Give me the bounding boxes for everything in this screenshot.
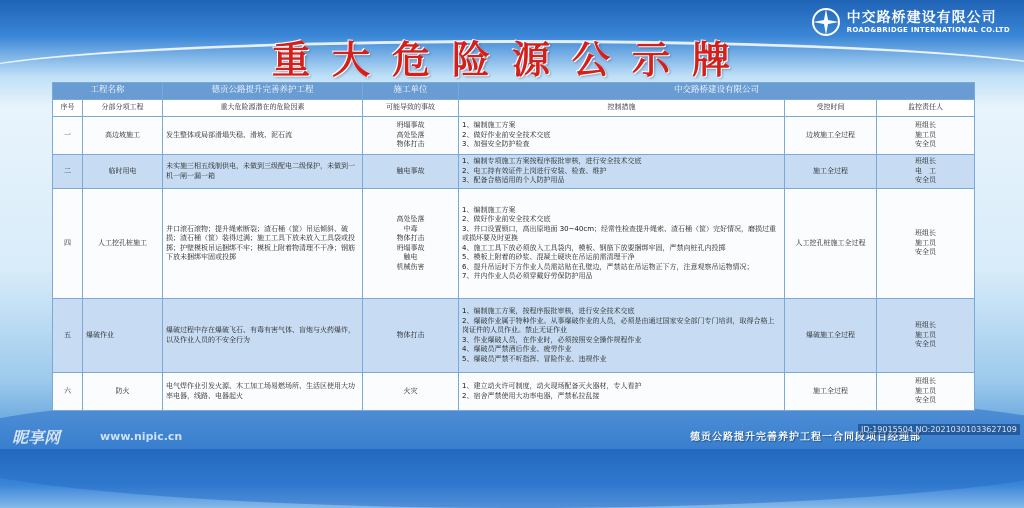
col-header: 序号 [53, 100, 83, 117]
table-row [53, 373, 975, 411]
row-measures: 1、编制施工方案 2、做好作业前安全技术交底 3、井口设置锁口，高出原地面 30~40cm；经常性检查提升绳索、渣石桶（筐）完好情况，磨损过重或损坏要及时更换 4、施工工具下放必须放入工具袋内，模板、钢筋下放要捆绑牢固，严禁向桩孔内投掷 5、模板上附着的砂浆、混凝土硬块在吊运前需清理干净 6、提升吊运时下方作业人员需站贴在孔壁边，严禁站在吊运物正下方，注意观察吊运物情况； 7、井内作业人员必须穿戴好劳保防护用品 [459, 189, 785, 299]
table-row [53, 189, 975, 299]
row-work: 人工挖孔桩施工 [83, 189, 163, 299]
col-header: 监控责任人 [877, 100, 975, 117]
hazard-table [52, 82, 975, 411]
globe-cross-icon [811, 7, 841, 37]
column-header-row [53, 100, 975, 117]
row-no: 二 [53, 155, 83, 189]
row-accidents: 火灾 [363, 373, 459, 411]
row-time: 边坡施工全过程 [785, 117, 877, 155]
row-persons: 班组长 施工员 安全员 [877, 373, 975, 411]
company-name-cn: 中交路桥建设有限公司 [846, 9, 997, 26]
project-header-row [53, 83, 975, 100]
row-accidents: 高处坠落 中毒 物体打击 坍塌事故 触电 机械伤害 [363, 189, 459, 299]
row-no: 六 [53, 373, 83, 411]
company-name-en: ROAD&BRIDGE INTERNATIONAL CO.LTD [846, 25, 1010, 34]
unit-name: 中交路桥建设有限公司 [459, 83, 975, 100]
row-accidents: 坍塌事故 高处坠落 物体打击 [363, 117, 459, 155]
row-accidents: 物体打击 [363, 299, 459, 373]
row-persons: 班组长 施工员 安全员 [877, 189, 975, 299]
project-name: 德贡公路提升完善养护工程 [163, 83, 363, 100]
row-accidents: 触电事故 [363, 155, 459, 189]
page-title: 重大危险源公示牌 [271, 38, 752, 82]
row-persons: 班组长 施工员 安全员 [877, 117, 975, 155]
company-logo [811, 7, 1010, 37]
project-label: 工程名称 [53, 83, 163, 100]
row-time: 施工全过程 [785, 373, 877, 411]
watermark-url: www.nipic.cn [100, 430, 183, 443]
row-time: 施工全过程 [785, 155, 877, 189]
row-factors: 发生整体或局部滑塌失稳、滑坡、泥石流 [163, 117, 363, 155]
row-measures: 1、编制专项施工方案按程序报批审核，进行安全技术交底 2、电工持有效证件上岗进行安装、检查、维护 3、配备合格适用的个人防护用品 [459, 155, 785, 189]
row-factors: 未实施三相五线制供电，未做到三级配电二级保护，未做到一机一闸一漏一箱 [163, 155, 363, 189]
table-row [53, 299, 975, 373]
row-factors: 电气焊作业引发火源、木工加工场易燃场所、生活区使用大功率电器，线路、电器起火 [163, 373, 363, 411]
row-time: 人工挖孔桩施工全过程 [785, 189, 877, 299]
watermark-site: 昵享网 [12, 428, 61, 447]
col-header: 控制措施 [459, 100, 785, 117]
row-work: 临时用电 [83, 155, 163, 189]
row-work: 爆破作业 [83, 299, 163, 373]
row-measures: 1、建立动火许可制度，动火现场配备灭火器材，专人看护 2、宿舍严禁使用大功率电器，严禁私拉乱接 [459, 373, 785, 411]
row-work: 防火 [83, 373, 163, 411]
row-no: 五 [53, 299, 83, 373]
col-header: 分部分项工程 [83, 100, 163, 117]
col-header: 受控时间 [785, 100, 877, 117]
row-no: 四 [53, 189, 83, 299]
watermark-id: ID:19015504 NO:20210301033627109 [858, 424, 1020, 435]
row-work: 高边坡施工 [83, 117, 163, 155]
unit-label: 施工单位 [363, 83, 459, 100]
footer-signature: 德贡公路提升完善养护工程一合同段项目经理部 [690, 432, 921, 443]
row-persons: 班组长 施工员 安全员 [877, 299, 975, 373]
row-persons: 班组长 电 工 安全员 [877, 155, 975, 189]
col-header: 可能导致的事故 [363, 100, 459, 117]
row-measures: 1、编制施工方案 2、做好作业前安全技术交底 3、加强安全防护检查 [459, 117, 785, 155]
table-row [53, 117, 975, 155]
row-time: 爆破施工全过程 [785, 299, 877, 373]
row-factors: 爆破过程中存在爆破飞石、有毒有害气体、盲炮与火药爆炸，以及作业人员的不安全行为 [163, 299, 363, 373]
col-header: 重大危险源潜在的危险因素 [163, 100, 363, 117]
table-row [53, 155, 975, 189]
row-factors: 井口滚石滚物；提升绳索断裂；渣石桶（筐）吊运倾斜、破损；渣石桶（筐）装得过满；施工工具下放未放入工具袋或投掷；护壁模板吊运捆绑不牢；模板上附着物清理不干净；钢筋下放未捆绑牢固或投掷 [163, 189, 363, 299]
row-measures: 1、编制施工方案，按程序报批审核，进行安全技术交底 2、爆破作业属于特种作业。从事爆破作业的人员，必须是由通过国家安全部门专门培训，取得合格上岗证件的人员作业。禁止无证作业 3、作业爆破人员，在作业时，必须按照安全操作规程作业 4、爆破员严禁酒后作业、疲劳作业 5、爆破员严禁不听指挥、冒险作业、违规作业 [459, 299, 785, 373]
row-no: 一 [53, 117, 83, 155]
